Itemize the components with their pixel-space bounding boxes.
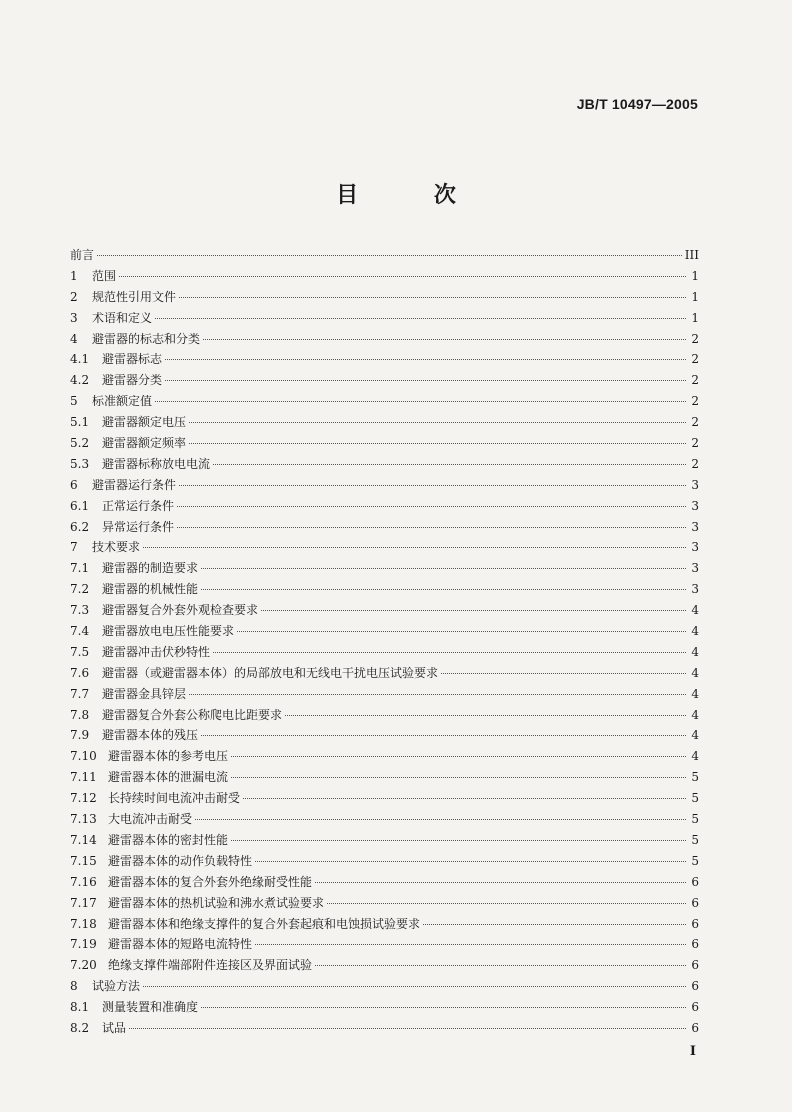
toc-dot-leader <box>165 380 686 381</box>
toc-section-title: 避雷器额定电压 <box>102 415 187 430</box>
toc-section-number: 7.11 <box>70 770 97 785</box>
toc-entry <box>70 476 699 497</box>
toc-section-title: 避雷器放电电压性能要求 <box>102 624 235 639</box>
toc-dot-leader <box>189 422 686 423</box>
toc-section-title: 避雷器复合外套公称爬电比距要求 <box>102 707 283 722</box>
toc-section-number: 7.17 <box>70 895 97 910</box>
toc-dot-leader <box>155 318 686 319</box>
toc-page-number: 1 <box>691 289 699 304</box>
toc-section-number: 7.16 <box>70 874 97 889</box>
toc-dot-leader <box>203 339 686 340</box>
toc-dot-leader <box>97 255 682 256</box>
toc-section-number: 7.6 <box>70 665 90 680</box>
toc-dot-leader <box>231 840 686 841</box>
toc-section-title: 试验方法 <box>92 979 141 994</box>
toc-entry <box>70 706 699 727</box>
toc-page-number: 3 <box>691 498 699 513</box>
toc-dot-leader <box>315 882 686 883</box>
toc-section-title: 避雷器（或避雷器本体）的局部放电和无线电干扰电压试验要求 <box>102 665 439 680</box>
toc-dot-leader <box>237 631 686 632</box>
toc-page-number: 2 <box>691 352 699 367</box>
toc-section-number: 7.9 <box>70 728 90 743</box>
toc-dot-leader <box>201 735 686 736</box>
toc-section-number: 3 <box>70 310 78 325</box>
toc-section-number: 5.1 <box>70 415 90 430</box>
toc-section-number: 7.4 <box>70 624 90 639</box>
toc-section-number: 7 <box>70 540 78 555</box>
toc-page-number: 3 <box>691 540 699 555</box>
toc-section-title: 长持续时间电流冲击耐受 <box>108 791 241 806</box>
toc-page-number: 2 <box>691 373 699 388</box>
toc-page-number: 1 <box>691 268 699 283</box>
toc-section-title: 避雷器本体和绝缘支撑件的复合外套起痕和电蚀损试验要求 <box>108 916 421 931</box>
toc-section-title: 避雷器本体的密封性能 <box>108 832 229 847</box>
toc-section-number: 7.10 <box>70 749 97 764</box>
toc-entry <box>70 915 699 936</box>
toc-section-number: 5 <box>70 394 78 409</box>
toc-entry <box>70 894 699 915</box>
toc-page-number: 2 <box>691 331 699 346</box>
toc-entry <box>70 747 699 768</box>
toc-section-number: 7.5 <box>70 644 90 659</box>
standard-number: JB/T 10497—2005 <box>576 96 698 112</box>
toc-entry <box>70 873 699 894</box>
toc-section-title: 标准额定值 <box>92 394 153 409</box>
toc-section-number: 4 <box>70 331 78 346</box>
toc-section-number: 4.1 <box>70 352 90 367</box>
toc-page-number: 6 <box>691 1000 699 1015</box>
toc-dot-leader <box>201 589 686 590</box>
toc-section-title: 避雷器分类 <box>102 373 163 388</box>
toc-section-title: 绝缘支撑件端部附件连接区及界面试验 <box>108 958 313 973</box>
toc-entry <box>70 956 699 977</box>
toc-dot-leader <box>177 527 686 528</box>
toc-section-number: 8 <box>70 979 78 994</box>
toc-section-number: 7.18 <box>70 916 97 931</box>
toc-section-number: 5.3 <box>70 456 90 471</box>
toc-dot-leader <box>189 694 686 695</box>
toc-dot-leader <box>315 965 686 966</box>
toc-section-title: 避雷器运行条件 <box>92 477 177 492</box>
toc-dot-leader <box>165 359 686 360</box>
toc-section-number: 7.13 <box>70 812 97 827</box>
toc-section-number: 6 <box>70 477 78 492</box>
toc-section-number: 7.1 <box>70 561 90 576</box>
toc-entry <box>70 852 699 873</box>
toc-entry <box>70 330 699 351</box>
toc-entry <box>70 664 699 685</box>
toc-dot-leader <box>143 986 686 987</box>
toc-dot-leader <box>155 401 686 402</box>
toc-page-number: 1 <box>691 310 699 325</box>
toc-page-number: III <box>684 248 699 262</box>
toc-section-title: 术语和定义 <box>92 310 153 325</box>
toc-dot-leader <box>179 297 686 298</box>
toc-dot-leader <box>441 673 686 674</box>
toc-section-number: 7.12 <box>70 791 97 806</box>
toc-entry <box>70 810 699 831</box>
toc-section-title: 避雷器本体的热机试验和沸水煮试验要求 <box>108 895 325 910</box>
toc-entry <box>70 1019 699 1040</box>
toc-section-number: 7.19 <box>70 937 97 952</box>
toc-section-number: 2 <box>70 289 78 304</box>
toc-dot-leader <box>143 547 686 548</box>
toc-section-number: 7.3 <box>70 603 90 618</box>
toc-dot-leader <box>179 485 686 486</box>
toc-section-title: 技术要求 <box>92 540 141 555</box>
toc-section-number: 7.14 <box>70 832 97 847</box>
toc-page-number: 4 <box>691 749 699 764</box>
toc-section-number: 7.15 <box>70 853 97 868</box>
toc-page-number: 4 <box>691 644 699 659</box>
toc-entry <box>70 559 699 580</box>
table-of-contents <box>70 246 699 1040</box>
toc-page-number: 6 <box>691 874 699 889</box>
toc-page-number: 6 <box>691 1020 699 1035</box>
toc-page-number: 2 <box>691 436 699 451</box>
toc-section-title: 避雷器本体的动作负载特性 <box>108 853 253 868</box>
toc-entry <box>70 580 699 601</box>
toc-entry <box>70 726 699 747</box>
toc-entry <box>70 601 699 622</box>
toc-section-title: 前言 <box>70 248 95 262</box>
toc-section-number: 7.20 <box>70 958 97 973</box>
toc-section-title: 避雷器的机械性能 <box>102 582 199 597</box>
toc-dot-leader <box>213 652 686 653</box>
toc-dot-leader <box>177 506 686 507</box>
toc-dot-leader <box>231 777 686 778</box>
toc-entry <box>70 685 699 706</box>
toc-section-number: 6.2 <box>70 519 90 534</box>
toc-dot-leader <box>423 924 686 925</box>
toc-page-number: 3 <box>691 477 699 492</box>
toc-entry <box>70 935 699 956</box>
toc-page-number: 6 <box>691 937 699 952</box>
toc-entry <box>70 434 699 455</box>
toc-page-number: 5 <box>691 832 699 847</box>
toc-page-number: 5 <box>691 770 699 785</box>
toc-entry <box>70 455 699 476</box>
toc-entry <box>70 246 699 267</box>
toc-page-number: 3 <box>691 519 699 534</box>
toc-page-number: 5 <box>691 812 699 827</box>
toc-section-title: 避雷器本体的短路电流特性 <box>108 937 253 952</box>
toc-dot-leader <box>201 568 686 569</box>
toc-section-number: 7.7 <box>70 686 90 701</box>
toc-entry <box>70 977 699 998</box>
toc-dot-leader <box>285 715 686 716</box>
toc-page-number: 4 <box>691 665 699 680</box>
toc-entry <box>70 309 699 330</box>
toc-section-number: 5.2 <box>70 436 90 451</box>
toc-section-number: 6.1 <box>70 498 90 513</box>
toc-page-number: 6 <box>691 958 699 973</box>
toc-section-title: 试品 <box>102 1020 127 1035</box>
toc-section-title: 避雷器额定频率 <box>102 436 187 451</box>
toc-page-number: 6 <box>691 979 699 994</box>
toc-dot-leader <box>195 819 686 820</box>
toc-page-number: 2 <box>691 456 699 471</box>
toc-section-title: 避雷器冲击伏秒特性 <box>102 644 211 659</box>
toc-dot-leader <box>129 1028 686 1029</box>
toc-section-number: 4.2 <box>70 373 90 388</box>
toc-section-title: 避雷器本体的复合外套外绝缘耐受性能 <box>108 874 313 889</box>
toc-page-number: 4 <box>691 707 699 722</box>
toc-section-title: 避雷器标志 <box>102 352 163 367</box>
toc-section-title: 避雷器本体的残压 <box>102 728 199 743</box>
toc-page-number: 4 <box>691 603 699 618</box>
toc-entry <box>70 392 699 413</box>
toc-page-number: 2 <box>691 415 699 430</box>
toc-section-title: 避雷器本体的泄漏电流 <box>108 770 229 785</box>
toc-entry <box>70 497 699 518</box>
toc-page-number: 6 <box>691 916 699 931</box>
toc-entry <box>70 288 699 309</box>
toc-entry <box>70 831 699 852</box>
toc-page-number: 4 <box>691 728 699 743</box>
toc-dot-leader <box>213 464 686 465</box>
toc-section-title: 避雷器复合外套外观检查要求 <box>102 603 259 618</box>
toc-entry <box>70 413 699 434</box>
toc-dot-leader <box>119 276 686 277</box>
toc-entry <box>70 538 699 559</box>
toc-entry <box>70 622 699 643</box>
toc-section-title: 避雷器金具锌层 <box>102 686 187 701</box>
toc-entry <box>70 371 699 392</box>
toc-page-number: 4 <box>691 624 699 639</box>
toc-section-number: 1 <box>70 268 78 283</box>
toc-section-title: 避雷器的标志和分类 <box>92 331 201 346</box>
toc-dot-leader <box>255 944 686 945</box>
toc-dot-leader <box>231 756 686 757</box>
toc-section-title: 测量装置和准确度 <box>102 1000 199 1015</box>
toc-page-number: 3 <box>691 561 699 576</box>
toc-section-number: 8.1 <box>70 1000 90 1015</box>
toc-section-title: 异常运行条件 <box>102 519 175 534</box>
toc-dot-leader <box>189 443 686 444</box>
toc-dot-leader <box>327 903 686 904</box>
toc-entry <box>70 768 699 789</box>
toc-dot-leader <box>243 798 686 799</box>
toc-section-title: 正常运行条件 <box>102 498 175 513</box>
toc-entry <box>70 350 699 371</box>
toc-entry <box>70 267 699 288</box>
toc-entry <box>70 643 699 664</box>
toc-page-number: 2 <box>691 394 699 409</box>
toc-page-number: 5 <box>691 791 699 806</box>
toc-section-number: 7.8 <box>70 707 90 722</box>
toc-page-number: 5 <box>691 853 699 868</box>
toc-entry <box>70 998 699 1019</box>
toc-page-number: 6 <box>691 895 699 910</box>
toc-section-title: 避雷器的制造要求 <box>102 561 199 576</box>
toc-section-title: 大电流冲击耐受 <box>108 812 193 827</box>
toc-section-title: 范围 <box>92 268 117 283</box>
toc-dot-leader <box>201 1007 686 1008</box>
toc-dot-leader <box>255 861 686 862</box>
toc-section-number: 7.2 <box>70 582 90 597</box>
toc-page-number: 4 <box>691 686 699 701</box>
toc-section-title: 规范性引用文件 <box>92 289 177 304</box>
toc-entry <box>70 789 699 810</box>
toc-section-title: 避雷器标称放电电流 <box>102 456 211 471</box>
toc-section-number: 8.2 <box>70 1020 90 1035</box>
toc-page-number: 3 <box>691 582 699 597</box>
toc-entry <box>70 518 699 539</box>
page-title: 目 次 <box>336 182 490 208</box>
toc-dot-leader <box>261 610 686 611</box>
toc-section-title: 避雷器本体的参考电压 <box>108 749 229 764</box>
page-number: I <box>689 1044 696 1059</box>
